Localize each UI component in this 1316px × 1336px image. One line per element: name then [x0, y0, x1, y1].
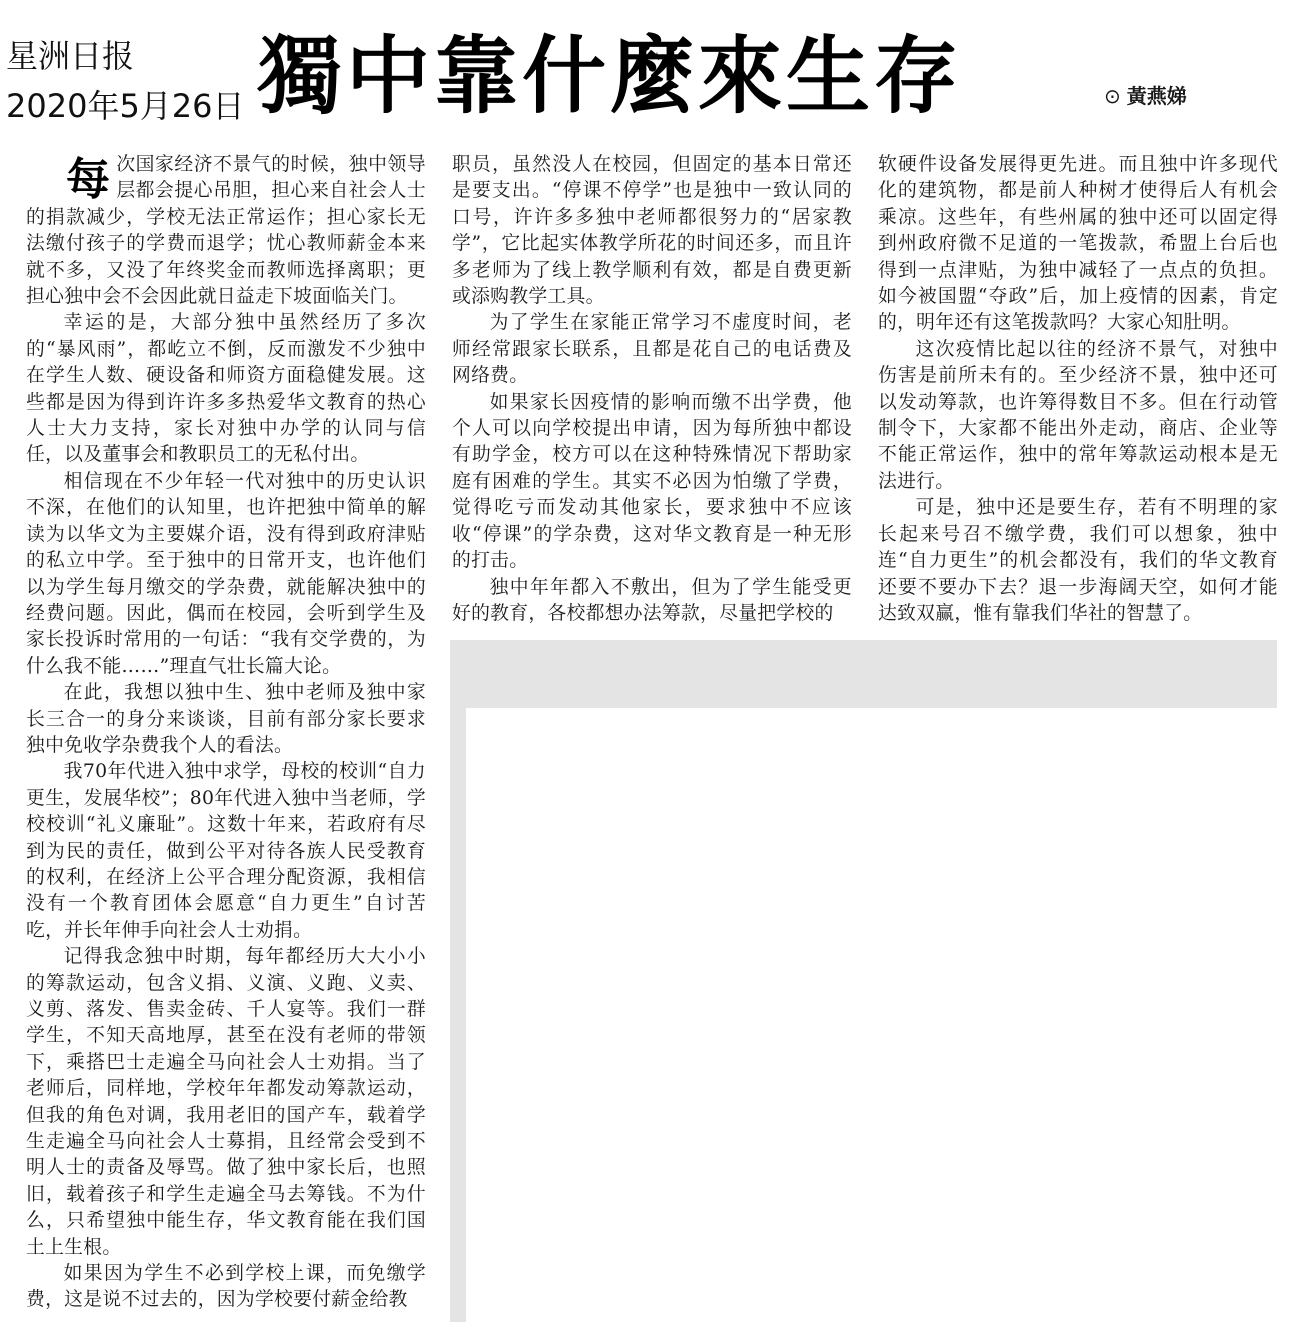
byline-circle-icon: ⊙	[1104, 84, 1121, 108]
paragraph-text: 次国家经济不景气的时候，独中领导层都会提心吊胆，担心来自社会人士的捐款减少，学校无法正常运作；担心家长无法缴付孩子的学费而退学；忧心教师薪金本来就不多，又没了年终奖金而教师选择离职；更担心独中会不会因此就日益走下坡面临关门。	[26, 154, 426, 308]
paragraph: 如果因为学生不必到学校上课，而免缴学费，这是说不过去的，因为学校要付薪金给教	[26, 1263, 426, 1311]
paragraph: 幸运的是，大部分独中虽然经历了多次的“暴风雨”，都屹立不倒，反而激发不少独中在学生人数、硬设备和师资方面稳健发展。这些都是因为得到许许多多热爱华文教育的热心人士大力支持，家长对独中办学的认同与信任，以及董事会和教职员工的无私付出。	[26, 312, 426, 466]
article-column-3	[878, 152, 1278, 627]
publication-date: 2020年5月26日	[6, 87, 245, 125]
paragraph: 软硬件设备发展得更先进。而且独中许多现代化的建筑物，都是前人种树才使得后人有机会乘凉。这些年，有些州属的独中还可以固定得到州政府微不足道的一笔拨款，希盟上台后也得到一点津贴，为独中减轻了一点点的负担。如今被国盟“夺政”后，加上疫情的因素，肯定的，明年还有这笔拨款吗？大家心知肚明。	[878, 154, 1278, 334]
blank-photo-area	[466, 708, 1277, 1322]
paragraph: 可是，独中还是要生存，若有不明理的家长起来号召不缴学费，我们可以想象，独中连“自力更生”的机会都没有，我们的华文教育还要不要办下去？退一步海阔天空，如何才能达致双赢，惟有靠我们华社的智慧了。	[878, 497, 1278, 624]
paragraph: 我70年代进入独中求学，母校的校训“自力更生，发展华校”；80年代进入独中当老师，学校校训“礼义廉耻”。这数十年来，若政府有尽到为民的责任，做到公平对待各族人民受教育的权利，在经济上公平合理分配资源，我相信没有一个教育团体会愿意“自力更生”自讨苦吃，并长年伸手向社会人士劝捐。	[26, 761, 426, 941]
paragraph: 为了学生在家能正常学习不虚度时间，老师经常跟家长联系，且都是花自己的电话费及网络费。	[452, 312, 852, 387]
paragraph: 记得我念独中时期，每年都经历大大小小的筹款运动，包含义捐、义演、义跑、义卖、义剪、落发、售卖金砖、千人宴等。我们一群学生，不知天高地厚，甚至在没有老师的带领下，乘搭巴士走遍全马向社会人士劝捐。当了老师后，同样地，学校年年都发动筹款运动，但我的角色对调，我用老旧的国产车，载着学生走遍全马向社会人士募捐，且经常会受到不明人士的责备及辱骂。做了独中家长后，也照旧，载着孩子和学生走遍全马去筹钱。不为什么，只希望独中能生存，华文教育能在我们国土上生根。	[26, 946, 426, 1258]
newspaper-name: 星洲日报	[6, 37, 135, 75]
author-name: 黃燕娣	[1126, 84, 1187, 108]
paragraph	[26, 152, 426, 310]
paragraph: 职员，虽然没人在校园，但固定的基本日常还是要支出。“停课不停学”也是独中一致认同的口号，许许多多独中老师都很努力的“居家教学”，它比起实体教学所花的时间还多，而且许多老师为了线上教学顺利有效，都是自费更新或添购教学工具。	[452, 154, 852, 308]
paragraph: 独中年年都入不敷出，但为了学生能受更好的教育，各校都想办法筹款，尽量把学校的	[452, 576, 852, 624]
paragraph: 在此，我想以独中生、独中老师及独中家长三合一的身分来谈谈，目前有部分家长要求独中免收学杂费我个人的看法。	[26, 682, 426, 756]
article-column-2	[452, 152, 852, 627]
article-column-1	[26, 152, 426, 1314]
paragraph: 相信现在不少年轻一代对独中的历史认识不深，在他们的认知里，也许把独中简单的解读为以华文为主要媒介语，没有得到政府津贴的私立中学。至于独中的日常开支，也许他们以为学生每月缴交的学杂费，就能解决独中的经费问题。因此，偶而在校园，会听到学生及家长投诉时常用的一句话：“我有交学费的，为什么我不能……”理直气壮长篇大论。	[26, 470, 426, 677]
drop-cap: 每	[66, 154, 111, 205]
byline	[1104, 80, 1187, 109]
article-headline: 獨中靠什麼來生存	[258, 26, 963, 125]
paragraph: 如果家长因疫情的影响而缴不出学费，他个人可以向学校提出申请，因为每所独中都设有助学金，校方可以在这种特殊情况下帮助家庭有困难的学生。其实不必因为怕缴了学费，觉得吃亏而发动其他家长，要求独中不应该收“停课”的学杂费，这对华文教育是一种无形的打击。	[452, 391, 852, 572]
paragraph: 这次疫情比起以往的经济不景气，对独中伤害是前所未有的。至少经济不景，独中还可以发动筹款，也许筹得数目不多。但在行动管制令下，大家都不能出外走动，商店、企业等不能正常运作，独中的常年筹款运动根本是无法进行。	[878, 338, 1278, 492]
